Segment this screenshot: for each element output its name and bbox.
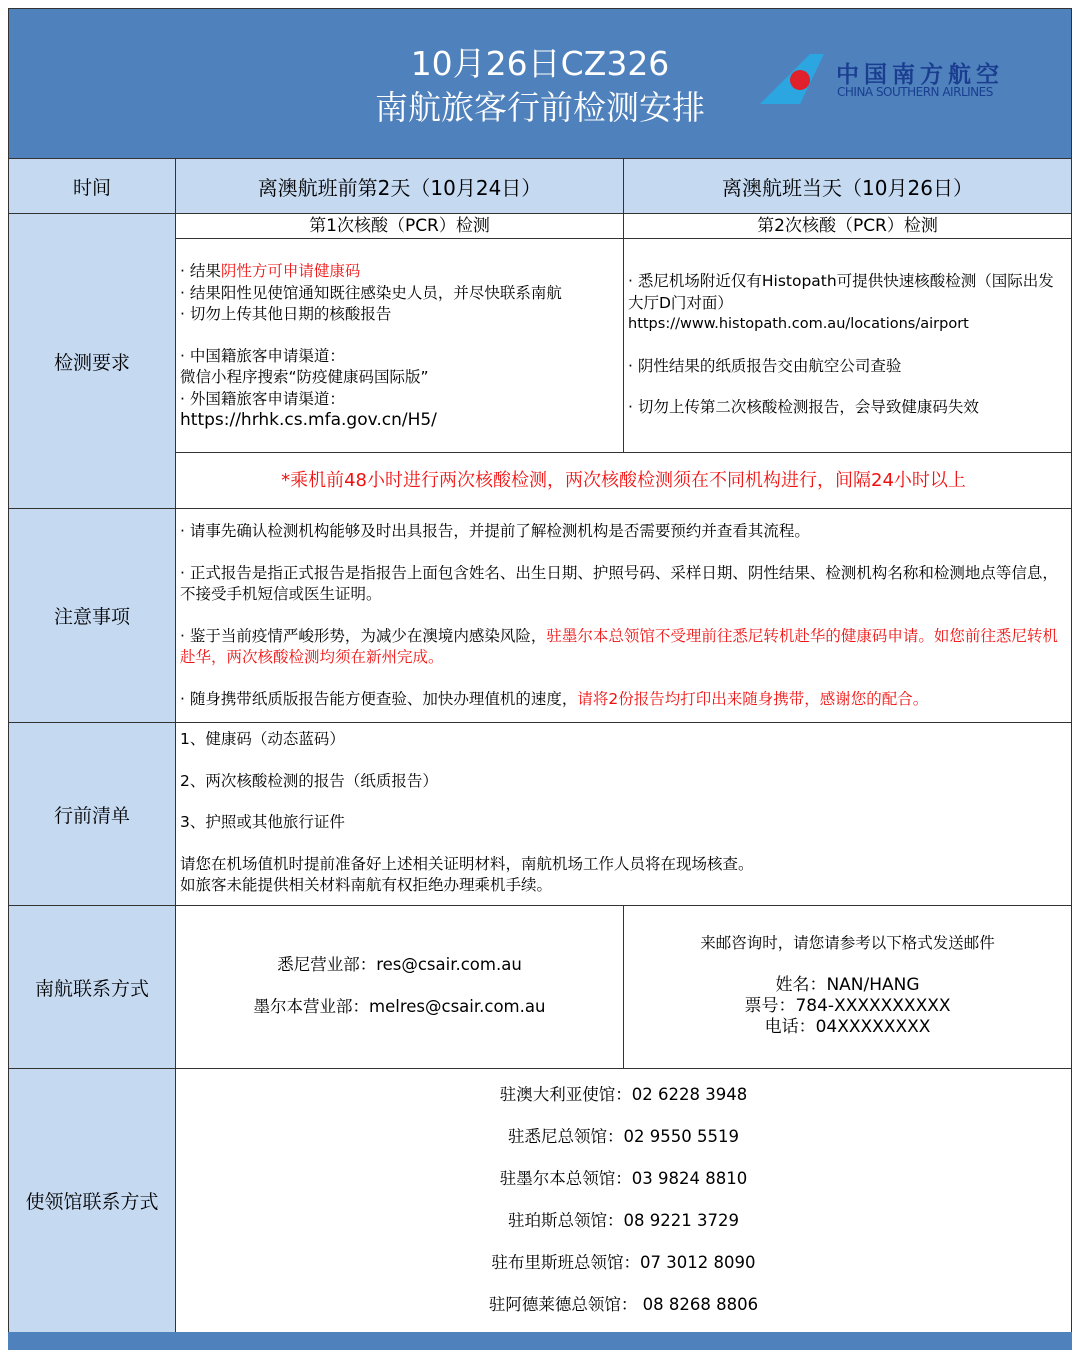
req-line: · 切勿上传其他日期的核酸报告: [180, 305, 392, 323]
consulates-list: [175, 1068, 1072, 1333]
day-before-header: 离澳航班前第2天（10月24日）: [175, 158, 624, 214]
china-southern-logo: [760, 52, 1020, 106]
consulate-item: 驻澳大利亚使馆：02 6228 3948: [499, 1085, 748, 1104]
title-line2: 南航旅客行前检测安排: [375, 88, 705, 127]
footer-bar: [8, 1332, 1072, 1350]
histopath-link[interactable]: https://www.histopath.com.au/locations/airport: [628, 316, 969, 332]
req-line: · 外国籍旅客申请渠道：: [180, 389, 345, 408]
logo-cn: 中国南方航空: [836, 62, 1004, 88]
checklist-item: 3、护照或其他旅行证件: [180, 813, 345, 831]
checklist-note: 如旅客未能提供相关材料南航有权拒绝办理乘机手续。: [180, 876, 553, 894]
contact-label: 南航联系方式: [8, 905, 176, 1069]
req-line: · 悉尼机场附近仅有Histopath可提供快速核酸检测（国际出发大厅D门对面）: [628, 272, 1054, 312]
logo-en: CHINA SOUTHERN AIRLINES: [837, 85, 993, 99]
req-line: · 切勿上传第二次核酸检测报告，会导致健康码失效: [628, 398, 979, 416]
checklist-item: 1、健康码（动态蓝码）: [180, 730, 345, 748]
note-item: · 随身携带纸质版报告能方便查验、加快办理值机的速度，请将2份报告均打印出来随身携带，感谢您的配合。: [180, 689, 929, 708]
email-name-format: 姓名：NAN/HANG: [775, 974, 920, 995]
email-format: [623, 905, 1072, 1069]
notes-label: 注意事项: [8, 508, 176, 723]
note-item: · 请事先确认检测机构能够及时出具报告，并提前了解检测机构是否需要预约并查看其流程。: [180, 522, 810, 540]
second-pcr-title: 第2次核酸（PCR）检测: [623, 213, 1072, 239]
email-ticket-format: 票号：784-XXXXXXXXXX: [744, 995, 951, 1016]
checklist-content: [175, 722, 1072, 906]
first-pcr-title: 第1次核酸（PCR）检测: [175, 213, 624, 239]
csair-offices: [175, 905, 624, 1069]
checklist-note: 请您在机场值机时提前准备好上述相关证明材料，南航机场工作人员将在现场核查。: [180, 854, 754, 873]
consulate-item: 驻悉尼总领馆：02 9550 5519: [508, 1127, 739, 1146]
foreign-apply-link[interactable]: https://hrhk.cs.mfa.gov.cn/H5/: [180, 410, 437, 430]
first-pcr-requirements: [175, 238, 624, 453]
checklist-label: 行前清单: [8, 722, 176, 906]
sydney-office-email[interactable]: 悉尼营业部：res@csair.com.au: [277, 955, 522, 974]
email-intro: 来邮咨询时，请您请参考以下格式发送邮件: [700, 934, 995, 952]
title-line1: 10月26日CZ326: [410, 44, 670, 83]
time-label: 时间: [8, 158, 176, 214]
req-line: · 结果阴性方可申请健康码: [180, 262, 361, 280]
email-phone-format: 电话：04XXXXXXXX: [764, 1016, 931, 1037]
logo-kapok-icon: [760, 52, 830, 106]
departure-day-header: 离澳航班当天（10月26日）: [623, 158, 1072, 214]
notes-content: [175, 508, 1072, 723]
req-line: · 阴性结果的纸质报告交由航空公司查验: [628, 356, 902, 375]
note-item: · 正式报告是指正式报告是指报告上面包含姓名、出生日期、护照号码、采样日期、阴性结果、检测机构名称和检测地点等信息，不接受手机短信或医生证明。: [180, 563, 1058, 603]
testing-label: 检测要求: [8, 213, 176, 509]
consulate-item: 驻阿德莱德总领馆： 08 8268 8806: [488, 1295, 759, 1314]
melbourne-office-email[interactable]: 墨尔本营业部：melres@csair.com.au: [253, 996, 546, 1016]
page-title: [300, 42, 780, 130]
second-pcr-requirements: [623, 238, 1072, 453]
req-line: · 中国籍旅客申请渠道：: [180, 346, 345, 365]
testing-note: *乘机前48小时进行两次核酸检测，两次核酸检测须在不同机构进行，间隔24小时以上: [175, 452, 1072, 509]
consulate-item: 驻珀斯总领馆：08 9221 3729: [508, 1211, 739, 1230]
consulate-item: 驻墨尔本总领馆：03 9824 8810: [499, 1169, 748, 1188]
consulates-label: 使领馆联系方式: [8, 1068, 176, 1333]
checklist-item: 2、两次核酸检测的报告（纸质报告）: [180, 771, 438, 790]
consulate-item: 驻布里斯班总领馆：07 3012 8090: [491, 1253, 756, 1272]
note-item: · 鉴于当前疫情严峻形势，为减少在澳境内感染风险，驻墨尔本总领馆不受理前往悉尼转机赴华的健康码申请。如您前往悉尼转机赴华，两次核酸检测均须在新州完成。: [180, 626, 1058, 666]
req-line: 微信小程序搜索“防疫健康码国际版”: [180, 368, 429, 386]
req-line: · 结果阳性见使馆通知既往感染史人员，并尽快联系南航: [180, 283, 562, 302]
